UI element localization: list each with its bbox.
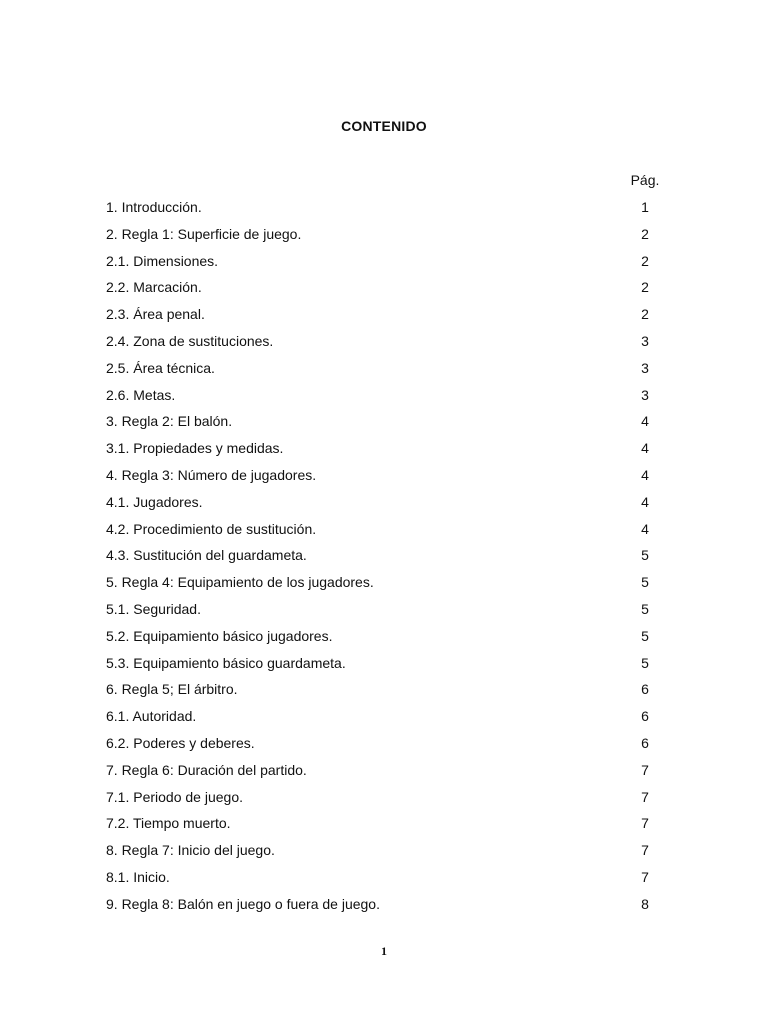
toc-entry-label: 4.1. Jugadores. [106,493,203,510]
toc-entry-label: 2.3. Área penal. [106,306,205,323]
toc-entry-page: 6 [641,734,649,751]
toc-entry-page: 2 [641,225,649,242]
toc-entry-label: 2.5. Área técnica. [106,359,215,376]
toc-entry-label: 3. Regla 2: El balón. [106,413,233,430]
toc-entry-page: 3 [641,359,649,376]
toc-entry [106,251,676,278]
page-column-header: Pág. [630,172,660,188]
toc-entry-label: 9. Regla 8: Balón en juego o fuera de juego. [106,895,380,912]
toc-entry-label: 7.1. Periodo de juego. [106,788,243,805]
toc-entry [106,706,676,733]
toc-entry [106,760,676,787]
toc-entry-page: 4 [641,440,649,457]
toc-entry [106,572,676,599]
toc-entry-page: 5 [641,574,649,591]
toc-entry [106,599,676,626]
footer-page-number: 1 [381,944,387,958]
toc-entry-page: 3 [641,386,649,403]
page-title: CONTENIDO [341,118,427,134]
toc-entry-page: 6 [641,708,649,725]
toc-entry [106,787,676,814]
toc-entry-label: 7. Regla 6: Duración del partido. [106,761,307,778]
toc-entry [106,867,676,894]
toc-entry [106,277,676,304]
toc-entry-page: 5 [641,547,649,564]
toc-entry-label: 5.2. Equipamiento básico jugadores. [106,627,333,644]
toc-entry-label: 6. Regla 5; El árbitro. [106,681,238,698]
toc-entry [106,679,676,706]
toc-entry-label: 1. Introducción. [106,199,202,215]
toc-entry-label: 3.1. Propiedades y medidas. [106,440,284,457]
toc-entry [106,813,676,840]
toc-entry [106,626,676,653]
toc-entry-page: 7 [641,815,649,832]
toc-entry-page: 2 [641,252,649,269]
toc-entry-page: 2 [641,279,649,296]
toc-entry-label: 5.3. Equipamiento básico guardameta. [106,654,346,671]
toc-entry-page: 1 [641,199,649,215]
toc-entry [106,465,676,492]
toc-entry-page: 7 [641,842,649,859]
toc-entry-label: 8. Regla 7: Inicio del juego. [106,842,275,859]
toc-entry-label: 7.2. Tiempo muerto. [106,815,231,832]
toc-entry [106,304,676,331]
toc-entry-page: 6 [641,681,649,698]
toc-entry-page: 4 [641,520,649,537]
toc-entry [106,197,676,224]
toc-entry-page: 4 [641,413,649,430]
toc-entry [106,224,676,251]
toc-entry-label: 2.1. Dimensiones. [106,252,219,269]
toc-entry-page: 5 [641,627,649,644]
toc-entry [106,411,676,438]
toc-entry [106,331,676,358]
toc-entry-label: 8.1. Inicio. [106,868,170,885]
toc-entry-page: 5 [641,600,649,617]
toc-entry-label: 6.2. Poderes y deberes. [106,734,255,751]
toc-entry-page: 8 [641,895,649,912]
toc-entry-page: 4 [641,466,649,483]
toc-entry-label: 4.3. Sustitución del guardameta. [106,547,307,564]
toc-entry-page: 3 [641,332,649,349]
toc-entry-page: 4 [641,493,649,510]
toc-entry [106,894,676,921]
toc-entry-label: 5. Regla 4: Equipamiento de los jugadores. [106,574,374,591]
table-of-contents [106,197,676,921]
toc-entry-label: 2.6. Metas. [106,386,176,403]
toc-entry [106,733,676,760]
toc-entry-label: 4. Regla 3: Número de jugadores. [106,466,317,483]
toc-entry [106,545,676,572]
toc-entry-label: 5.1. Seguridad. [106,600,201,617]
toc-entry [106,653,676,680]
toc-entry-page: 5 [641,654,649,671]
toc-entry-label: 2. Regla 1: Superficie de juego. [106,225,302,242]
toc-entry [106,438,676,465]
toc-entry-page: 7 [641,761,649,778]
toc-entry-page: 7 [641,868,649,885]
toc-entry-label: 2.4. Zona de sustituciones. [106,332,274,349]
toc-entry [106,358,676,385]
toc-entry [106,492,676,519]
toc-entry [106,519,676,546]
toc-entry [106,385,676,412]
toc-entry [106,840,676,867]
toc-entry-label: 4.2. Procedimiento de sustitución. [106,520,317,537]
toc-entry-page: 2 [641,306,649,323]
toc-entry-label: 6.1. Autoridad. [106,708,197,725]
toc-entry-label: 2.2. Marcación. [106,279,202,296]
toc-entry-page: 7 [641,788,649,805]
